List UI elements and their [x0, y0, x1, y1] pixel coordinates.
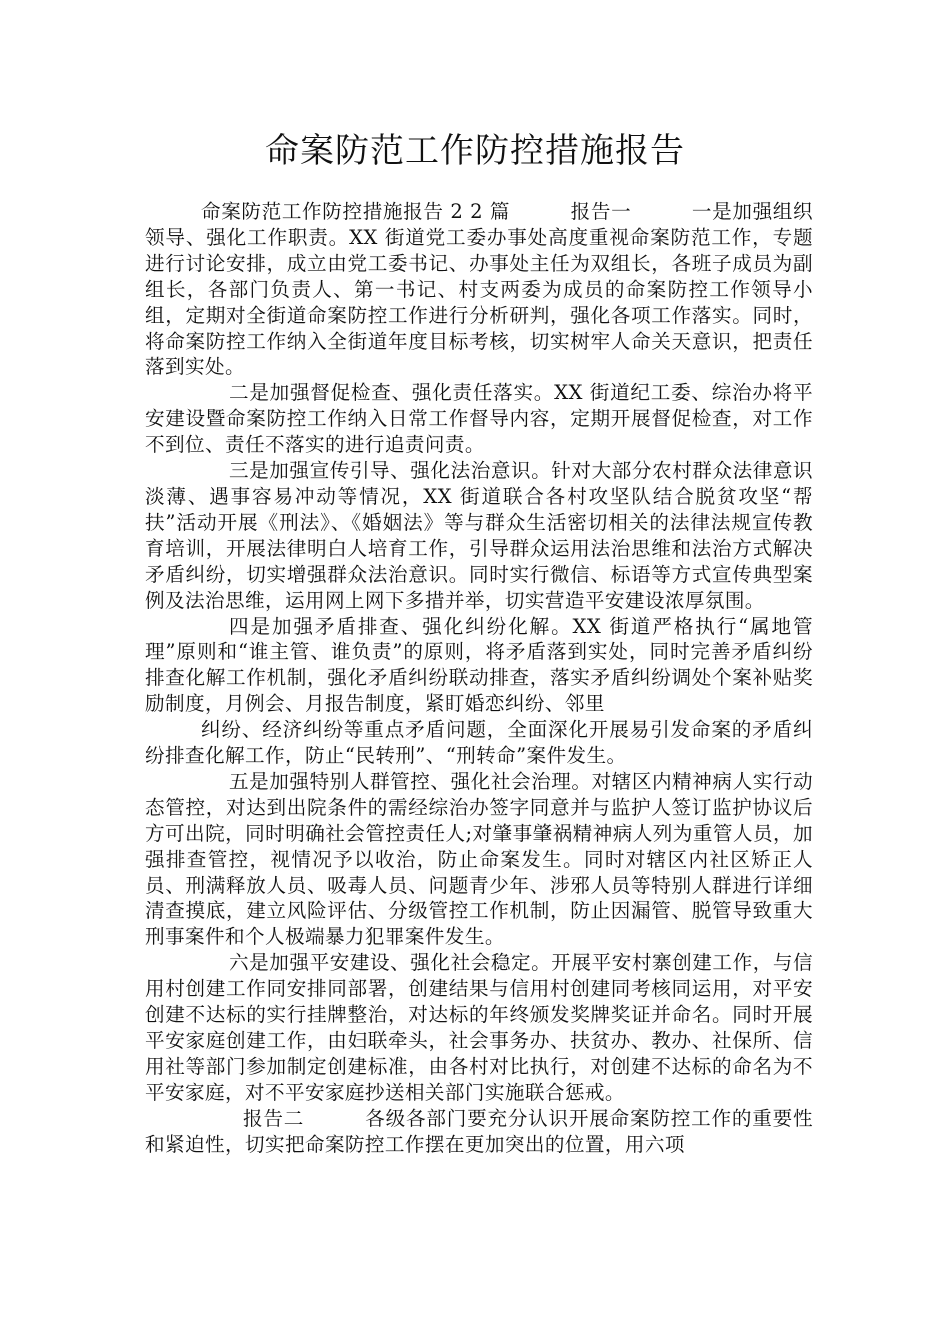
paragraph-2: 二是加强督促检查、强化责任落实。XX 街道纪工委、综治办将平安建设暨命案防控工作纳入日常工作督导内容，定期开展督促检查，对工作不到位、责任不落实的进行追责问责。 [145, 381, 813, 457]
paragraph-5: 纠纷、经济纠纷等重点矛盾问题，全面深化开展易引发命案的矛盾纠纷排查化解工作，防止“民转刑”、“刑转命”案件发生。 [145, 718, 813, 768]
document-body [145, 199, 813, 1158]
paragraph-7: 六是加强平安建设、强化社会稳定。开展平安村寨创建工作，与信用村创建工作同安排同部署，创建结果与信用村创建同考核同运用，对平安创建不达标的实行挂牌整治，对达标的年终颁发奖牌奖证并命名。同时开展平安家庭创建工作，由妇联牵头，社会事务办、扶贫办、教办、社保所、信用社等部门参加制定创建标准，由各村对比执行，对创建不达标的命名为不平安家庭，对不平安家庭抄送相关部门实施联合惩戒。 [145, 951, 813, 1104]
paragraph-1: 命案防范工作防控措施报告 2 2 篇 报告一 一是加强组织领导、强化工作职责。XX 街道党工委办事处高度重视命案防范工作，专题进行讨论安排，成立由党工委书记、办事处主任为双组长，各班子成员为副组长，各部门负责人、第一书记、村支两委为成员的命案防控工作领导小组，定期对全街道命案防控工作进行分析研判，强化各项工作落实。同时，将命案防控工作纳入全街道年度目标考核，切实树牢人命关天意识，把责任落到实处。 [145, 200, 813, 379]
paragraph-6: 五是加强特别人群管控、强化社会治理。对辖区内精神病人实行动态管控，对达到出院条件的需经综治办签字同意并与监护人签订监护协议后方可出院，同时明确社会管控责任人;对肇事肇祸精神病人列为重管人员，加强排查管控，视情况予以收治，防止命案发生。同时对辖区内社区矫正人员、刑满释放人员、吸毒人员、问题青少年、涉邪人员等特别人群进行详细清查摸底，建立风险评估、分级管控工作机制，防止因漏管、脱管导致重大刑事案件和个人极端暴力犯罪案件发生。 [145, 769, 813, 949]
paragraph-3: 三是加强宣传引导、强化法治意识。针对大部分农村群众法律意识淡薄、遇事容易冲动等情况，XX 街道联合各村攻坚队结合脱贫攻坚“帮扶”活动开展《刑法》、《婚姻法》等与群众生活密切相关的法律法规宣传教育培训，开展法律明白人培育工作，引导群众运用法治思维和法治方式解决矛盾纠纷，切实增强群众法治意识。同时实行微信、标语等方式宣传典型案例及法治思维，运用网上网下多措并举，切实营造平安建设浓厚氛围。 [145, 459, 813, 612]
document-title: 命案防范工作防控措施报告 [265, 131, 685, 171]
paragraph-8: 报告二 各级各部门要充分认识开展命案防控工作的重要性和紧迫性，切实把命案防控工作摆在更加突出的位置，用六项 [145, 1106, 813, 1156]
paragraph-4: 四是加强矛盾排查、强化纠纷化解。XX 街道严格执行“属地管理”原则和“谁主管、谁负责”的原则，将矛盾落到实处，同时完善矛盾纠纷排查化解工作机制，强化矛盾纠纷联动排查，落实矛盾纠纷调处个案补贴奖励制度，月例会、月报告制度，紧盯婚恋纠纷、邻里 [145, 614, 813, 716]
